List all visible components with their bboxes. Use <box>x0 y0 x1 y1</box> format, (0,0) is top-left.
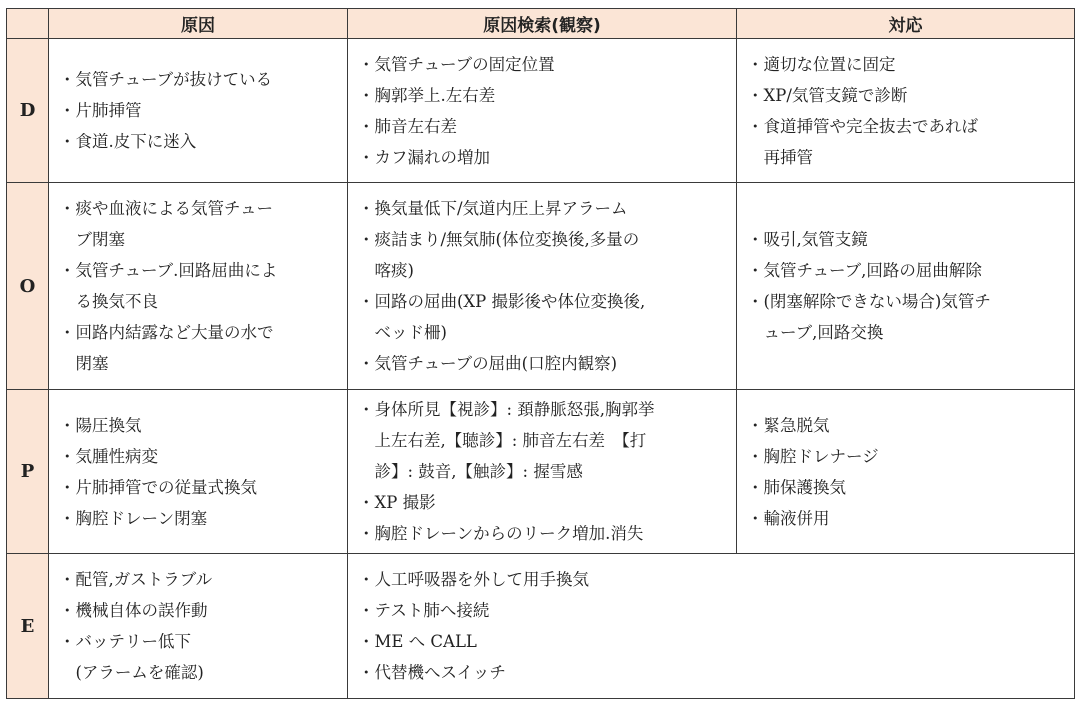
cell-investigation-d <box>348 39 737 183</box>
table-header-row <box>7 9 1075 39</box>
text-line: ・人工呼吸器を外して用手換気 <box>358 570 589 589</box>
text-line: ・胸腔ドレナージ <box>747 446 879 466</box>
text-line: 診】: 鼓音,【触診】: 握雪感 <box>358 462 583 481</box>
row-code-d: D <box>7 39 49 183</box>
text-line: ・配管,ガストラブル <box>59 570 213 589</box>
text-line: (アラームを確認) <box>59 663 204 682</box>
text-line: ・気管チューブの固定位置 <box>358 54 555 74</box>
text-line: ・食道.皮下に迷入 <box>59 132 197 151</box>
text-line: 閉塞 <box>59 354 109 373</box>
text-line: ・片肺挿管 <box>59 101 142 120</box>
cell-action-e <box>348 554 1075 699</box>
row-code-p: P <box>7 390 49 554</box>
text-line: ・ME へ CALL <box>358 632 477 651</box>
cell-response-o <box>737 183 1075 390</box>
text-line: ・バッテリー低下 <box>59 632 191 651</box>
cell-investigation-o <box>348 183 737 390</box>
table-row-p <box>7 390 1075 554</box>
text-line: ベッド柵) <box>358 323 447 342</box>
text-line: ・片肺挿管での従量式換気 <box>59 477 257 497</box>
header-cause: 原因 <box>49 9 348 39</box>
header-investigation: 原因検索(観察) <box>348 9 737 39</box>
cell-cause-p <box>49 390 348 554</box>
text-line: ・換気量低下/気道内圧上昇アラーム <box>358 199 628 218</box>
text-line: ・胸郭挙上.左右差 <box>358 85 496 105</box>
text-line: ・XP 撮影 <box>358 493 436 512</box>
table-row-o <box>7 183 1075 390</box>
text-line: ・食道挿管や完全抜去であれば <box>747 116 978 136</box>
text-line: ブ閉塞 <box>59 230 125 249</box>
cell-response-p <box>737 390 1075 554</box>
cell-investigation-p <box>348 390 737 554</box>
text-line: ・輸液併用 <box>747 508 830 528</box>
dope-troubleshooting-table <box>6 8 1075 699</box>
text-line: る換気不良 <box>59 292 158 311</box>
text-line: ・気管チューブ.回路屈曲によ <box>59 261 278 280</box>
text-line: ・肺保護換気 <box>747 477 846 497</box>
text-line: 喀痰) <box>358 261 414 280</box>
row-code-e: E <box>7 554 49 699</box>
header-response: 対応 <box>737 9 1075 39</box>
text-line: ・気管チューブが抜けている <box>59 70 273 89</box>
text-line: ・気管チューブ,回路の屈曲解除 <box>747 261 982 280</box>
text-line: ・XP/気管支鏡で診断 <box>747 85 908 105</box>
text-line: ・気腫性病変 <box>59 446 158 466</box>
text-line: ・テスト肺へ接続 <box>358 601 490 620</box>
text-line: ューブ,回路交換 <box>747 323 884 342</box>
text-line: ・緊急脱気 <box>747 415 830 435</box>
text-line: ・肺音左右差 <box>358 116 457 136</box>
text-line: 再挿管 <box>747 147 813 167</box>
table-row-d <box>7 39 1075 183</box>
header-code <box>7 9 49 39</box>
text-line: ・胸腔ドレーンからのリーク増加.消失 <box>358 524 644 543</box>
text-line: ・適切な位置に固定 <box>747 54 896 74</box>
row-code-o: O <box>7 183 49 390</box>
text-line: ・痰詰まり/無気肺(体位変換後,多量の <box>358 230 640 249</box>
cell-cause-d <box>49 39 348 183</box>
table-row-e <box>7 554 1075 699</box>
text-line: ・回路の屈曲(XP 撮影後や体位変換後, <box>358 292 646 311</box>
text-line: ・陽圧換気 <box>59 415 142 435</box>
text-line: ・胸腔ドレーン閉塞 <box>59 508 208 528</box>
cell-cause-o <box>49 183 348 390</box>
text-line: ・吸引,気管支鏡 <box>747 230 868 249</box>
text-line: ・痰や血液による気管チュー <box>59 199 274 218</box>
text-line: ・機械自体の誤作動 <box>59 601 208 620</box>
text-line: ・気管チューブの屈曲(口腔内観察) <box>358 354 618 373</box>
text-line: ・回路内結露など大量の水で <box>59 323 274 342</box>
text-line: ・カフ漏れの増加 <box>358 147 490 167</box>
text-line: 上左右差,【聴診】: 肺音左右差 【打 <box>358 431 647 450</box>
text-line: ・(閉塞解除できない場合)気管チ <box>747 292 991 311</box>
cell-cause-e <box>49 554 348 699</box>
text-line: ・身体所見【視診】: 頚静脈怒張,胸郭挙 <box>358 400 655 419</box>
text-line: ・代替機へスイッチ <box>358 663 506 682</box>
cell-response-d <box>737 39 1075 183</box>
